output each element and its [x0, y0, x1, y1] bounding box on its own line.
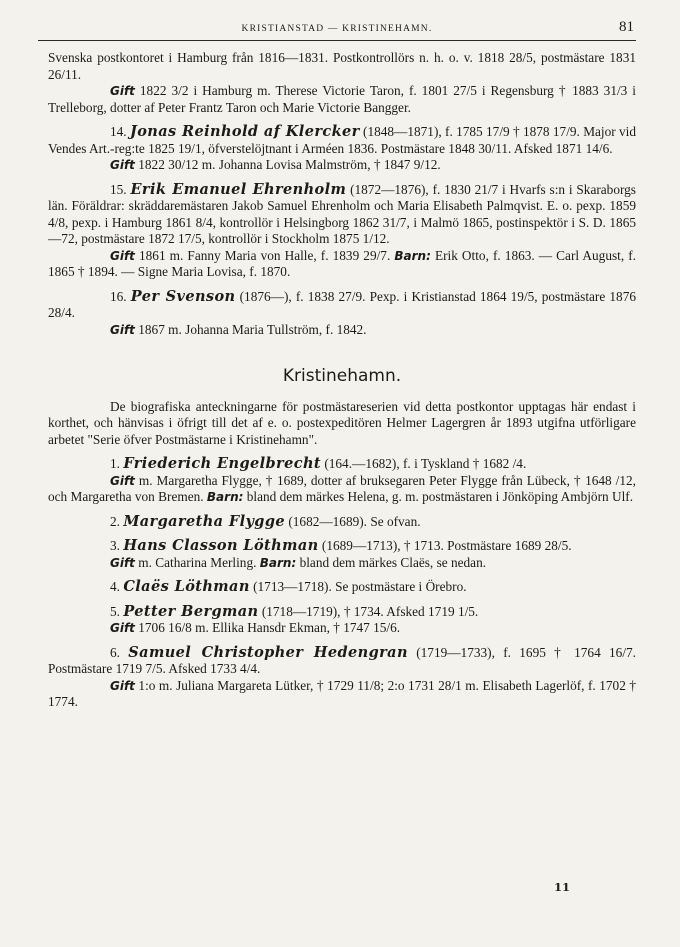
entry-h-6: 6. Samuel Christopher Hedengran (1719—1733), f. 1695 † 1764 16/7. Postmästare 1719 7/5. Afsked 1733 4/4. Gift 1:o m. Juliana Margareta Lütker, † 1729 11/8; 2:o 1731 28/1 m. Elisabeth Lagerlöf, f. 1702 † 1774. [48, 643, 636, 709]
continuation-text: Svenska postkontoret i Hamburg från 1816—1831. Postkontrollörs n. h. o. v. 1818 28/5, postmästare 1831 26/11. [48, 50, 636, 82]
entry-k-15: 15. Erik Emanuel Ehrenholm (1872—1876), f. 1830 21/7 i Hvarfs s:n i Skaraborgs län. Föräldrar: skräddaremästaren Jakob Samuel Ehrenholm och Maria Elisabeth Palmqvist. E. o. pexp. 1859 4/8, pexp. i Hamburg 1861 8/4, kontrollör i Helsingborg 1862 31/7, i Malmö 1865, postinspektör i S. D. 1865—72, postmästare 1872 17/5, kontrollör i Stockholm 1875 1/12. Gift 1861 m. Fanny Maria von Halle, f. 1839 29/7. Barn: Erik Otto, f. 1863. — Carl August, f. 1865 † 1894. — Signe Maria Lovisa, f. 1870. [48, 180, 636, 279]
continuation-entry [48, 50, 636, 116]
footer-signature: 11 [553, 880, 570, 894]
entry-h-2: 2. Margaretha Flygge (1682—1689). Se ofvan. [110, 512, 421, 530]
person-name: Hans Classon Löthman [123, 537, 319, 554]
person-name: Per Svenson [130, 287, 236, 305]
page-header [38, 19, 636, 41]
person-name: Petter Bergman [123, 602, 259, 620]
entry-number: 16. [110, 288, 127, 304]
page-body [48, 50, 636, 719]
person-name: Jonas Reinhold af Klercker [129, 123, 360, 140]
person-name: Samuel Christopher Hedengran [128, 643, 408, 661]
entry-k-16: 16. Per Svenson (1876—), f. 1838 27/9. Pexp. i Kristianstad 1864 19/5, postmästare 1876 28/4. Gift 1867 m. Johanna Maria Tullström, f. 1842. [48, 287, 637, 337]
continuation-gift: Gift 1822 3/2 i Hamburg m. Therese Victorie Taron, f. 1801 27/5 i Regensburg † 1883 31/3 i Trelleborg, dotter af Peter Frantz Taron och Marie Victorie Bangger. [48, 83, 636, 115]
entry-h-3: 3. Hans Classon Löthman (1689—1713), † 1713. Postmästare 1689 28/5. Gift m. Catharina Merling. Barn: bland dem märkes Claës, se nedan. [110, 537, 572, 570]
entry-h-4: 4. Claës Löthman (1713—1718). Se postmästare i Örebro. [110, 578, 467, 595]
entry-k-14: 14. Jonas Reinhold af Klercker (1848—1871), f. 1785 17/9 † 1878 17/9. Major vid Vendes Art.-reg:te 1825 19/1, öfverstelöjtnant i Arméen 1836. Postmästare 1848 30/11. Afsked 1871 14/6. Gift 1822 30/12 m. Johanna Lovisa Malmström, † 1847 9/12. [48, 123, 637, 172]
section-title: Kristinehamn. [282, 366, 402, 386]
entry-number: 15. [110, 181, 127, 197]
person-name: Friederich Engelbrecht [123, 455, 321, 472]
entry-h-5: 5. Petter Bergman (1718—1719), † 1734. Afsked 1719 1/5. Gift 1706 16/8 m. Ellika Hansdr Ekman, † 1747 15/6. [110, 602, 479, 635]
person-name: Claës Löthman [123, 578, 250, 595]
page-number: 81 [619, 19, 634, 35]
person-name: Margaretha Flygge [123, 512, 286, 530]
entry-h-1: 1. Friederich Engelbrecht (164.—1682), f. i Tyskland † 1682 /4. Gift m. Margaretha Flygge, † 1689, dotter af bruksegaren Peter Flygge från Lübeck, † 1648 /12, och Margaretha von Bremen. Barn: bland dem märkes Helena, g. m. postmästaren i Jönköping Ambjörn Ulf. [48, 455, 636, 504]
section-intro: De biografiska anteckningarne för postmästareserien vid detta postkontor upptagas här endast i korthet, och hänvisas i öfrigt till det af e. o. postexpeditören Helmer Lagergren år 1893 utgifna utförligare arbetet "Serie öfver Postmästarne i Kristinehamn". [48, 398, 636, 447]
person-name: Erik Emanuel Ehrenholm [130, 180, 347, 198]
entry-number: 14. [110, 124, 127, 139]
running-head: KRISTIANSTAD — KRISTINEHAMN. [241, 24, 433, 34]
